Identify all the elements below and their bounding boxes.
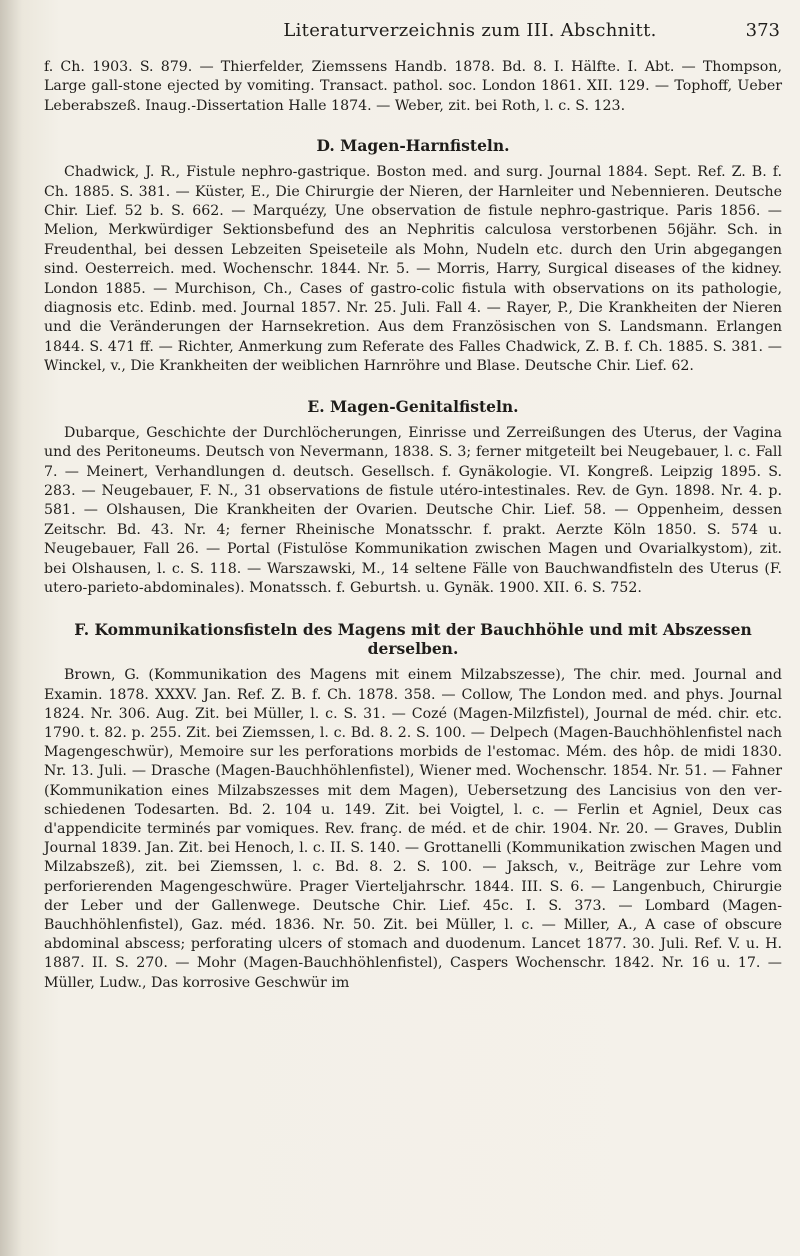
page-number: 373 bbox=[745, 20, 780, 41]
page-body bbox=[44, 58, 782, 993]
reference-paragraph-f: Brown, G. (Kommunikation des Magens mit einem Milzabszesse), The chir. med. Journal and Examin. 1878. XXXV. Jan. Ref. Z. B. f. Ch. 1878. 358. — Collow, The London med. and phys. Journal 1824. Nr. 306. Aug. Zit. bei Müller, l. c. S. 31. — Cozé (Magen-Milzfistel), Journal de méd. chir. etc. 1790. t. 82. p. 255. Zit. bei Ziemssen, l. c. Bd. 8. 2. S. 100. — Delpech (Magen-Bauchhöhlenfistel nach Magengeschwür), Memoire sur les perforations morbids de l'estomac. Mém. des hôp. de midi 1830. Nr. 13. Juli. — Drasche (Magen-Bauchhöhlenfistel), Wiener med. Wochenschr. 1854. Nr. 51. — Fahner (Kommunikation eines Milzabszesses mit dem Magen), Uebersetzung des Lancisius von den verschiedenen Todesarten. Bd. 2. 104 u. 149. Zit. bei Voigtel, l. c. — Ferlin et Agniel, Deux cas d'appendicite terminés par vomiques. Rev. franç. de méd. et de chir. 1904. Nr. 20. — Graves, Dublin Journal 1839. Jan. Zit. bei Henoch, l. c. II. S. 140. — Grottanelli (Kommunikation zwischen Magen und Milzabszeß), zit. bei Ziemssen, l. c. Bd. 8. 2. S. 100. — Jaksch, v., Beiträge zur Lehre vom perforierenden Magengeschwüre. Prager Vierteljahrschr. 1844. III. S. 6. — Langenbuch, Chirurgie der Leber und der Gallenwege. Deutsche Chir. Lief. 45c. I. S. 373. — Lombard (Magen-Bauchhöhlenfistel), Gaz. méd. 1836. Nr. 50. Zit. bei Müller, l. c. — Miller, A., A case of obscure abdominal abscess; perforating ulcers of stomach and duodenum. Lancet 1877. 30. Juli. Ref. V. u. H. 1887. II. S. 270. — Mohr (Magen-Bauchhöhlenfistel), Caspers Wochenschr. 1842. Nr. 16 u. 17. — Müller, Ludw., Das korrosive Geschwür im bbox=[44, 667, 782, 991]
reference-paragraph-intro: f. Ch. 1903. S. 879. — Thierfelder, Ziemssens Handb. 1878. Bd. 8. I. Hälfte. I. Abt. — Thompson, Large gall-stone ejected by vomiting. Transact. pathol. soc. London 1861. XII. 129. — Tophoff, Ueber Leberabszeß. Inaug.-Dissertation Halle 1874. — Weber, zit. bei Roth, l. c. S. 123. bbox=[44, 59, 782, 114]
reference-paragraph-d: Chadwick, J. R., Fistule nephro-gastrique. Boston med. and surg. Journal 1884. Sept. Ref. Z. B. f. Ch. 1885. S. 381. — Küster, E., Die Chirurgie der Nieren, der Harnleiter und Nebennieren. Deutsche Chir. Lief. 52 b. S. 662. — Marquézy, Une observation de fistule nephro-gastrique. Paris 1856. — Melion, Merkwürdiger Sektionsbefund des an Nephritis calculosa verstorbenen 56jähr. Sch. in Freudenthal, bei dessen Lebzeiten Speiseteile als Mohn, Nudeln etc. durch den Urin abgegangen sind. Oesterreich. med. Wochenschr. 1844. Nr. 5. — Morris, Harry, Surgical diseases of the kidney. London 1885. — Murchison, Ch., Cases of gastro-colic fistula with observations on its pathologie, diagnosis etc. Edinb. med. Journal 1857. Nr. 25. Juli. Fall 4. — Rayer, P., Die Krankheiten der Nieren und die Veränderungen der Harnsekretion. Aus dem Französischen von S. Landsmann. Erlangen 1844. S. 471 ff. — Richter, Anmerkung zum Referate des Falles Chadwick, Z. B. f. Ch. 1885. S. 381. — Winckel, v., Die Krankheiten der weiblichen Harnröhre und Blase. Deutsche Chir. Lief. 62. bbox=[44, 164, 782, 375]
section-heading-d: D. Magen-Harnfisteln. bbox=[316, 136, 510, 156]
running-title: Literaturverzeichnis zum III. Abschnitt. bbox=[283, 20, 657, 41]
section-heading-e: E. Magen-Genitalfisteln. bbox=[307, 396, 519, 416]
section-heading-f: F. Kommunikationsfisteln des Magens mit der Bauchhöhle und mit Abszessen derselben. bbox=[74, 620, 752, 659]
reference-paragraph-e: Dubarque, Geschichte der Durchlöcherungen, Einrisse und Zerreißungen des Uterus, der Vagina und des Peritoneums. Deutsch von Nevermann, 1838. S. 3; ferner mitgeteilt bei Neugebauer, l. c. Fall 7. — Meinert, Verhandlungen d. deutsch. Gesellsch. f. Gynäkologie. VI. Kongreß. Leipzig 1895. S. 283. — Neugebauer, F. N., 31 observations de fistule utéro-intestinales. Rev. de Gyn. 1898. Nr. 4. p. 581. — Olshausen, Die Krankheiten der Ovarien. Deutsche Chir. Lief. 58. — Oppenheim, dessen Zeitschr. Bd. 43. Nr. 4; ferner Rheinische Monatsschr. f. prakt. Aerzte Köln 1850. S. 574 u. Neugebauer, Fall 26. — Portal (Fistulöse Kommunikation zwischen Magen und Ovarialkystom), zit. bei Olshausen, l. c. S. 118. — Warszawski, M., 14 seltene Fälle von Bauchwandfisteln des Uterus (F. utero-parieto-abdominales). Monatssch. f. Geburtsh. u. Gynäk. 1900. XII. 6. S. 752. bbox=[44, 424, 782, 596]
page-header bbox=[90, 20, 780, 54]
